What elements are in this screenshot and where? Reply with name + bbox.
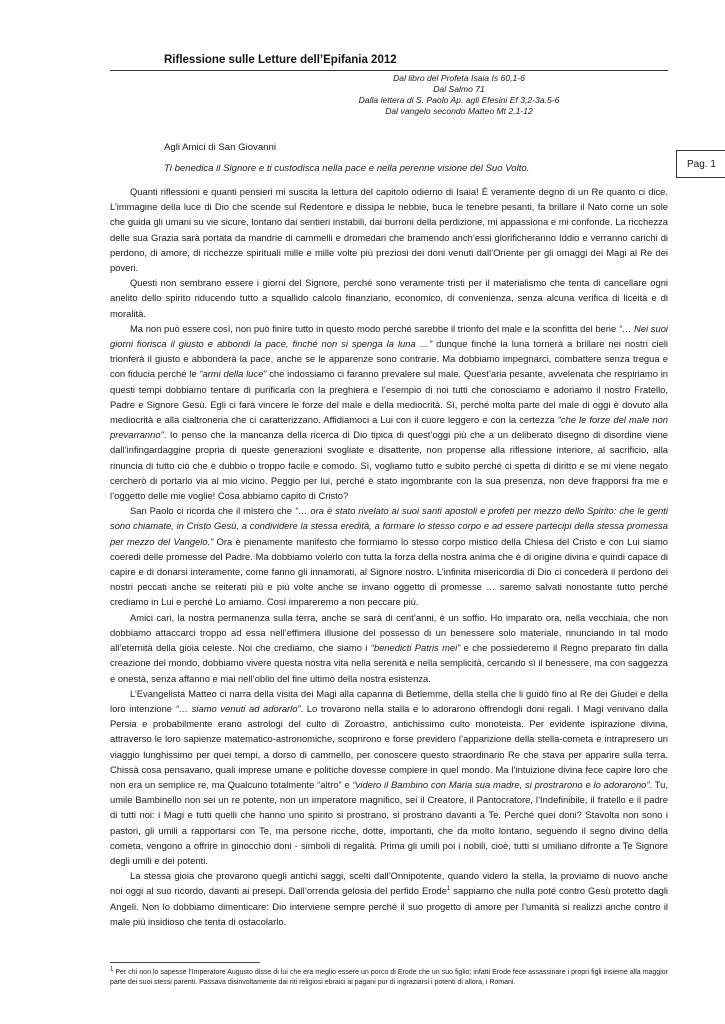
quoted-scripture: “videro il Bambino con Maria sua madre, si prostrarono e lo adorarono” xyxy=(352,778,650,790)
body-text xyxy=(110,184,668,929)
greeting-line: Agli Amici di San Giovanni xyxy=(164,142,276,153)
page-number-label: Pag. 1 xyxy=(687,159,716,170)
paragraph-text: e che possiederemo il Regno preparato fin dalla creazione del mondo, dobbiamo vivere questa nostra vita nella serenità e nella semplicità, cercando sì il benessere, ma con saggezza e onestà, senza affanno e mai nell’oblio del fine ultimo della nostra esistenza. xyxy=(110,642,668,684)
quoted-scripture: “armi della luce” xyxy=(199,368,267,380)
paragraph-text: Quanti riflessioni e quanti pensieri mi suscita la lettura del capitolo odierno di Isaia! È veramente degno di un Re quanto ci dice. L’immagine della luce di Dio che scende sul Redentore e dissipa le nebbie, buca le tenebre pesanti, fa brillare il Nato come un sole che guida gli umani su vie sicure, lontano dai sentieri instabili, dai burroni della perdizione, mi appassiona e mi confonde. La ricchezza delle sua Grazia sarà portata da mandrie di cammelli e dromedari che bramendo anch’essi glorificheranno Iddio e verranno carichi di perdono, di amore, di ricchezze spirituali mille e mille volte più preziosi dei doni venuti dall’Oriente per gli omaggi dei Magi al Re dei poveri. xyxy=(110,186,668,274)
reading-vangelo: Dal vangelo secondo Matteo Mt 2,1-12 xyxy=(385,106,533,116)
body-paragraph xyxy=(110,321,668,503)
quoted-scripture: “… siamo venuti ad adorarlo” xyxy=(175,702,301,714)
paragraph-text: Ma non può essere così, non può finire tutto in questo modo perché sarebbe il trionfo del male e la sconfitta del bene xyxy=(130,322,619,334)
paragraph-text: Questi non sembrano essere i giorni del Signore, perché sono veramente tristi per il materialismo che tenta di cancellare ogni anelito dello spirito riducendo tutto a squallido calcolo finanziario, economico, di convenienza, senza alcuna verifica di liceità e di moralità. xyxy=(110,277,668,319)
body-paragraph xyxy=(110,275,668,321)
quoted-scripture: “benedicti Patris mei” xyxy=(370,642,461,654)
paragraph-text: che indossiamo ci faranno prevalere sul male. Quest’aria pesante, avvelenata che respiriamo in questi tempi dobbiamo tentare di purificarla con la preghiera e l’esempio di noi tutti che conosciamo e adoriamo il nostro Fratello, Padre e Signore Gesù. Egli ci farà vincere le forze del male e della mediocrità. Sì, perché molta parte del male di oggi è dovuto alla mediocrità e alla cialtroneria che ci caratterizzano. Affidiamoci a Lui con il cuore leggero e con la certezza xyxy=(110,368,668,426)
paragraph-text: . Io penso che la mancanza della ricerca di Dio tipica di quest’oggi più che a un deliberato disegno di disordine viene dall’infingardaggine propria di queste generazioni svogliate e disattente, non propense alla riflessione interiore, al sacrificio, alla rinuncia di tutto ciò che è dubbio o troppo facile e comodo. Sì, vogliamo tutto e subito perché ci spetta di diritto e se mi viene negato cercherò di portarlo via al mio vicino. Peggio per lui, perché è stato ingombrante con la sua presenza, non deve frapporsi fra me e l’oggetto delle mie voglie! Cosa abbiamo capito di Cristo? xyxy=(110,429,668,502)
readings-list xyxy=(250,73,668,117)
title-divider xyxy=(110,70,668,71)
paragraph-text: Ora è pienamente manifesto che formiamo lo stesso corpo mistico della Chiesa del Cristo e con Lui siamo coeredi delle promesse del Padre. Ma dobbiamo volerlo con tutta la forza della nostra anima che è di origine divina e quindi capace di capire e di donarsi interamente, come fanno gli innamorati, al Signore nostro. L’infinita misericordia di Dio ci concederà il perdono dei nostri peccati anche se reiterati più e più volte anche se invano oggetto di promesse … saremo salvati nonostante tutto perché crediamo in Lui e perché Lo amiamo. Così impareremo a non peccare più. xyxy=(110,535,668,608)
paragraph-text: . Lo trovarono nella stalla e lo adorarono offrendogli doni regali. I Magi venivano dalla Persia e probabilmente erano astrologi del culto di Zoroastro, antichissimo culto monoteista. Per evidente ispirazione divina, attraverso le loro sapienze matematico-astronomiche, scoprirono e forse previdero l’apparizione della stella-cometa e intrapresero un viaggio lunghissimo per quei tempi, a dorso di cammello, per conoscere questo straordinario Re che stava per apparire sulla terra. Chissà cosa pensavano, quali imprese umane e politiche dovesse compiere in quel mondo. Ma l’intuizione divina fece capire loro che non era un semplice re, ma Qualcuno totalmente “altro” e xyxy=(110,702,668,790)
reading-salmo: Dal Salmo 71 xyxy=(433,84,485,94)
paragraph-text: Amici cari, la nostra permanenza sulla terra, anche se sarà di cent’anni, è un soffio. Ho imparato ora, nella vecchiaia, che non dobbiamo attaccarci troppo ad essa nell’effimera illusione del possesso di un benessere solo materiale, rinunciando in tal modo all’eternità della gioia celeste. Noi che crediamo, che siamo i xyxy=(110,611,668,654)
blessing-line: Ti benedica il Signore e ti custodisca nella pace e nella perenne visione del Suo Volto. xyxy=(164,163,530,174)
paragraph-text: La stessa gioia che provarono quegli antichi saggi, scelti dall’Onnipotente, quando videro la stella, la proviamo di nuovo anche noi oggi al suo ricordo, davanti ai presepi. Dall’orrenda gelosia del perfido Erode xyxy=(110,870,668,897)
body-paragraph xyxy=(110,610,668,686)
body-paragraph xyxy=(110,868,668,929)
footnote-divider xyxy=(110,962,260,963)
reading-isaia: Dal libro del Profeta Isaia Is 60,1-6 xyxy=(393,73,525,83)
quoted-scripture: “… Nei suoi giorni fiorisca il giusto e abbondi la pace, finché non si spenga la luna …” xyxy=(110,322,669,350)
page-number-tab xyxy=(676,150,725,178)
body-paragraph xyxy=(110,184,668,275)
footnote-text: Per chi non lo sapesse l’Imperatore Augusto disse di lui che era meglio essere un porco di Erode che un suo figlio; infatti Erode fece assassinare i propri figli insieme alla maggior parte dei suoi stessi parenti. Passava disinvoltamente dai riti religiosi ebraici ai pagani pur di ingraziarsi i potenti di allora, i Romani. xyxy=(110,969,668,986)
body-paragraph xyxy=(110,503,668,609)
paragraph-text: L’Evangelista Matteo ci narra della visita dei Magi alla capanna di Betlemme, della stella che li guidò fino al Re dei Giudei e della loro intenzione xyxy=(110,687,668,714)
footnote xyxy=(110,968,668,988)
footnote-reference: 1 xyxy=(446,886,451,893)
document-title: Riflessione sulle Letture dell’Epifania 2012 xyxy=(164,54,397,66)
paragraph-text: sappiamo che nulla poté contro Gesù protetto dagli Angeli. Non lo dobbiamo dimenticare: Dio interviene sempre perché il suo progetto di amore per l’umanità si realizzi anche contro il male più insidioso che tenta di ostacolarlo. xyxy=(110,885,669,927)
paragraph-text: . Tu, umile Bambinello non sei un re potente, non un imperatore magnifico, sei il Creatore, il Pantocratore, l’Indefinibile, il fratello e il padre di tutti noi: i Magi e tutti quelli che hanno uno spirito si prostrano, si prostrano davanti a Te. Perché quei doni? Stavolta non sono i pastori, gli umili a rapportarsi con Te, ma persone ricche, dotte, importanti, che da molto lontano, seguendo il segno divino della cometa, vengono a offrire in ginocchio doni - simboli di regalità. Prima gli umili poi i nobili, cioè, tutti si umiliano difronte a Te Signore degli umili e dei potenti. xyxy=(110,778,668,866)
reading-efesini: Dalla lettera di S. Paolo Ap. agli Efesini Ef 3,2-3a.5-6 xyxy=(358,95,560,105)
paragraph-text: San Paolo ci ricorda che il mistero che xyxy=(130,505,295,517)
quoted-scripture: “… ora è stato rivelato ai suoi santi apostoli e profeti per mezzo dello Spirito: che le genti sono chiamate, in Cristo Gesù, a condividere la stessa eredità, a formare lo stesso corpo e ad essere partecipi della stessa promessa per mezzo del Vangelo.” xyxy=(110,505,668,547)
paragraph-text: dunque finché la luna tornerà a brillare nei nostri cieli trionferà il giusto e abbonderà la pace, anche se le apparenze sono contrarie. Ma dobbiamo impegnarci, combattere senza tregua e con fiducia perché le xyxy=(110,338,668,380)
quoted-scripture: “che le forze del male non prevarranno” xyxy=(110,414,668,441)
footnote-marker: 1 xyxy=(110,966,114,973)
body-paragraph xyxy=(110,686,668,868)
